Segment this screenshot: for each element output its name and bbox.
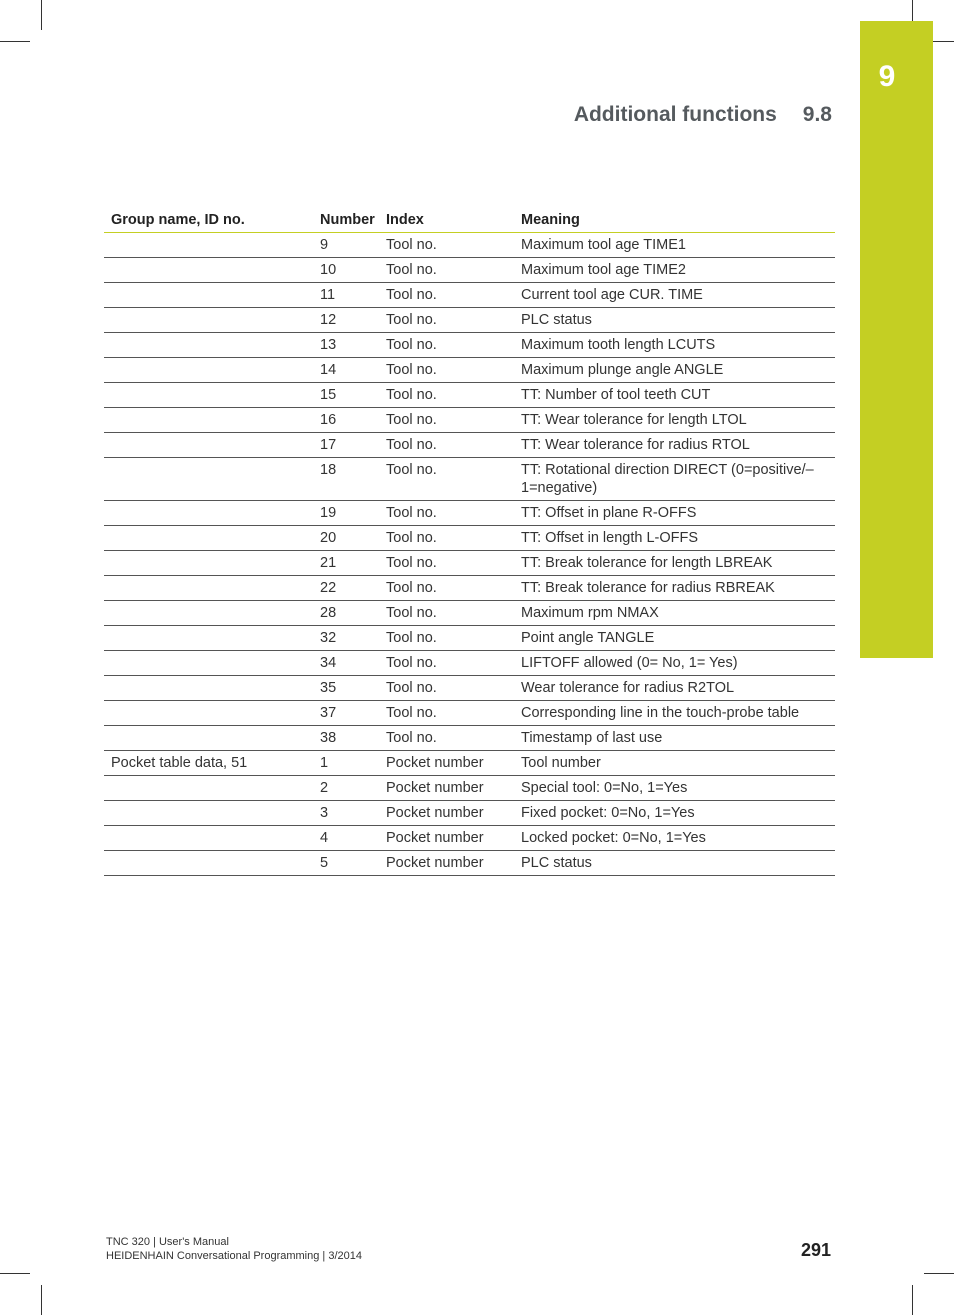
cell-meaning: Maximum plunge angle ANGLE [521, 362, 724, 378]
cell-group [104, 726, 313, 732]
crop-mark [912, 1285, 913, 1315]
cell-index: Tool no. [386, 362, 437, 378]
table-row [104, 433, 835, 458]
cell-index: Tool no. [386, 337, 437, 353]
cell-meaning: TT: Rotational direction DIRECT (0=positive/–1=negative) [521, 462, 814, 496]
column-header-meaning: Meaning [521, 211, 580, 228]
cell-index: Pocket number [386, 780, 484, 796]
cell-group: Pocket table data, 51 [111, 755, 248, 771]
cell-number: 16 [320, 412, 337, 428]
cell-number: 12 [320, 312, 337, 328]
cell-meaning: Maximum tool age TIME2 [521, 262, 686, 278]
cell-meaning: TT: Wear tolerance for length LTOL [521, 412, 747, 428]
cell-group [104, 283, 313, 289]
cell-number: 17 [320, 437, 337, 453]
cell-group [104, 333, 313, 339]
cell-number: 18 [320, 462, 337, 478]
footer-info [106, 1235, 362, 1263]
cell-meaning: Timestamp of last use [521, 730, 663, 746]
table-row [104, 358, 835, 383]
cell-group [104, 458, 313, 464]
cell-group [104, 501, 313, 507]
table-row [104, 651, 835, 676]
cell-meaning: Corresponding line in the touch-probe table [521, 705, 800, 721]
cell-index: Tool no. [386, 437, 437, 453]
cell-number: 14 [320, 362, 337, 378]
cell-meaning: TT: Number of tool teeth CUT [521, 387, 711, 403]
cell-meaning: Maximum tooth length LCUTS [521, 337, 716, 353]
cell-meaning: PLC status [521, 855, 592, 871]
cell-index: Tool no. [386, 262, 437, 278]
table-row [104, 551, 835, 576]
section-header [574, 103, 832, 127]
table-body [104, 233, 835, 876]
table-row [104, 801, 835, 826]
cell-group [104, 776, 313, 782]
cell-number: 35 [320, 680, 337, 696]
column-header-group: Group name, ID no. [111, 211, 245, 228]
cell-group [104, 826, 313, 832]
cell-meaning: Maximum tool age TIME1 [521, 237, 686, 253]
page-number: 291 [800, 1240, 831, 1260]
table-row [104, 601, 835, 626]
cell-index: Tool no. [386, 387, 437, 403]
table-row [104, 726, 835, 751]
footer-manual-subtitle: HEIDENHAIN Conversational Programming | 3/2014 [106, 1250, 362, 1262]
cell-number: 34 [320, 655, 337, 671]
crop-mark [0, 1273, 30, 1274]
cell-number: 4 [320, 830, 329, 846]
cell-group [104, 308, 313, 314]
table-row [104, 258, 835, 283]
cell-index: Tool no. [386, 237, 437, 253]
table-row [104, 751, 835, 776]
cell-index: Tool no. [386, 462, 437, 478]
table-row [104, 233, 835, 258]
cell-meaning: TT: Break tolerance for length LBREAK [521, 555, 773, 571]
crop-mark [41, 0, 42, 30]
cell-index: Tool no. [386, 605, 437, 621]
cell-meaning: TT: Offset in length L-OFFS [521, 530, 699, 546]
table-row [104, 283, 835, 308]
crop-mark [924, 1273, 954, 1274]
cell-number: 11 [320, 287, 336, 303]
cell-index: Tool no. [386, 705, 437, 721]
cell-meaning: TT: Break tolerance for radius RBREAK [521, 580, 775, 596]
table-row [104, 826, 835, 851]
cell-group [104, 233, 313, 239]
table-header [104, 207, 835, 233]
table-row [104, 501, 835, 526]
table-row [104, 676, 835, 701]
cell-number: 22 [320, 580, 337, 596]
crop-mark [41, 1285, 42, 1315]
cell-index: Tool no. [386, 630, 437, 646]
cell-number: 37 [320, 705, 337, 721]
cell-index: Tool no. [386, 680, 437, 696]
cell-number: 19 [320, 505, 337, 521]
cell-index: Tool no. [386, 312, 437, 328]
cell-group [104, 701, 313, 707]
table-row [104, 851, 835, 876]
cell-group [104, 383, 313, 389]
cell-number: 1 [320, 755, 329, 771]
cell-meaning: Point angle TANGLE [521, 630, 655, 646]
cell-number: 9 [320, 237, 329, 253]
cell-number: 5 [320, 855, 329, 871]
cell-meaning: Special tool: 0=No, 1=Yes [521, 780, 688, 796]
crop-mark [0, 41, 30, 42]
column-header-number: Number [320, 211, 375, 228]
table-row [104, 701, 835, 726]
cell-meaning: LIFTOFF allowed (0= No, 1= Yes) [521, 655, 738, 671]
cell-index: Tool no. [386, 555, 437, 571]
cell-group [104, 433, 313, 439]
cell-index: Tool no. [386, 530, 437, 546]
cell-index: Pocket number [386, 805, 484, 821]
cell-group [104, 851, 313, 857]
cell-group [104, 408, 313, 414]
table-row [104, 458, 835, 501]
table-row [104, 526, 835, 551]
cell-index: Tool no. [386, 505, 437, 521]
cell-index: Tool no. [386, 655, 437, 671]
cell-group [104, 358, 313, 364]
cell-number: 15 [320, 387, 337, 403]
table-row [104, 576, 835, 601]
table-row [104, 333, 835, 358]
column-header-index: Index [386, 211, 424, 228]
cell-index: Tool no. [386, 412, 437, 428]
cell-meaning: Maximum rpm NMAX [521, 605, 659, 621]
table-row [104, 308, 835, 333]
section-title: Additional functions [573, 103, 777, 126]
cell-group [104, 626, 313, 632]
cell-meaning: PLC status [521, 312, 592, 328]
table-row [104, 408, 835, 433]
cell-number: 28 [320, 605, 337, 621]
parameter-table [104, 207, 835, 876]
cell-index: Pocket number [386, 755, 484, 771]
cell-number: 20 [320, 530, 337, 546]
cell-index: Tool no. [386, 730, 437, 746]
chapter-number: 9 [878, 60, 896, 93]
cell-number: 10 [320, 262, 337, 278]
cell-number: 13 [320, 337, 337, 353]
cell-group [104, 258, 313, 264]
section-number: 9.8 [802, 103, 832, 126]
cell-meaning: TT: Wear tolerance for radius RTOL [521, 437, 750, 453]
table-row [104, 383, 835, 408]
cell-index: Pocket number [386, 830, 484, 846]
cell-group [104, 651, 313, 657]
cell-meaning: Locked pocket: 0=No, 1=Yes [521, 830, 706, 846]
cell-group [104, 551, 313, 557]
cell-meaning: Tool number [521, 755, 601, 771]
cell-group [104, 801, 313, 807]
cell-meaning: Fixed pocket: 0=No, 1=Yes [521, 805, 695, 821]
chapter-tab [860, 21, 933, 658]
table-row [104, 626, 835, 651]
cell-group [104, 576, 313, 582]
cell-index: Tool no. [386, 287, 437, 303]
cell-number: 32 [320, 630, 337, 646]
cell-number: 2 [320, 780, 329, 796]
cell-index: Tool no. [386, 580, 437, 596]
cell-group [104, 601, 313, 607]
cell-meaning: TT: Offset in plane R-OFFS [521, 505, 697, 521]
table-row [104, 776, 835, 801]
cell-number: 3 [320, 805, 329, 821]
cell-group [104, 526, 313, 532]
cell-group [104, 676, 313, 682]
cell-number: 38 [320, 730, 337, 746]
cell-meaning: Wear tolerance for radius R2TOL [521, 680, 735, 696]
cell-index: Pocket number [386, 855, 484, 871]
cell-meaning: Current tool age CUR. TIME [521, 287, 703, 303]
footer-manual-title: TNC 320 | User's Manual [106, 1236, 229, 1248]
cell-number: 21 [320, 555, 337, 571]
